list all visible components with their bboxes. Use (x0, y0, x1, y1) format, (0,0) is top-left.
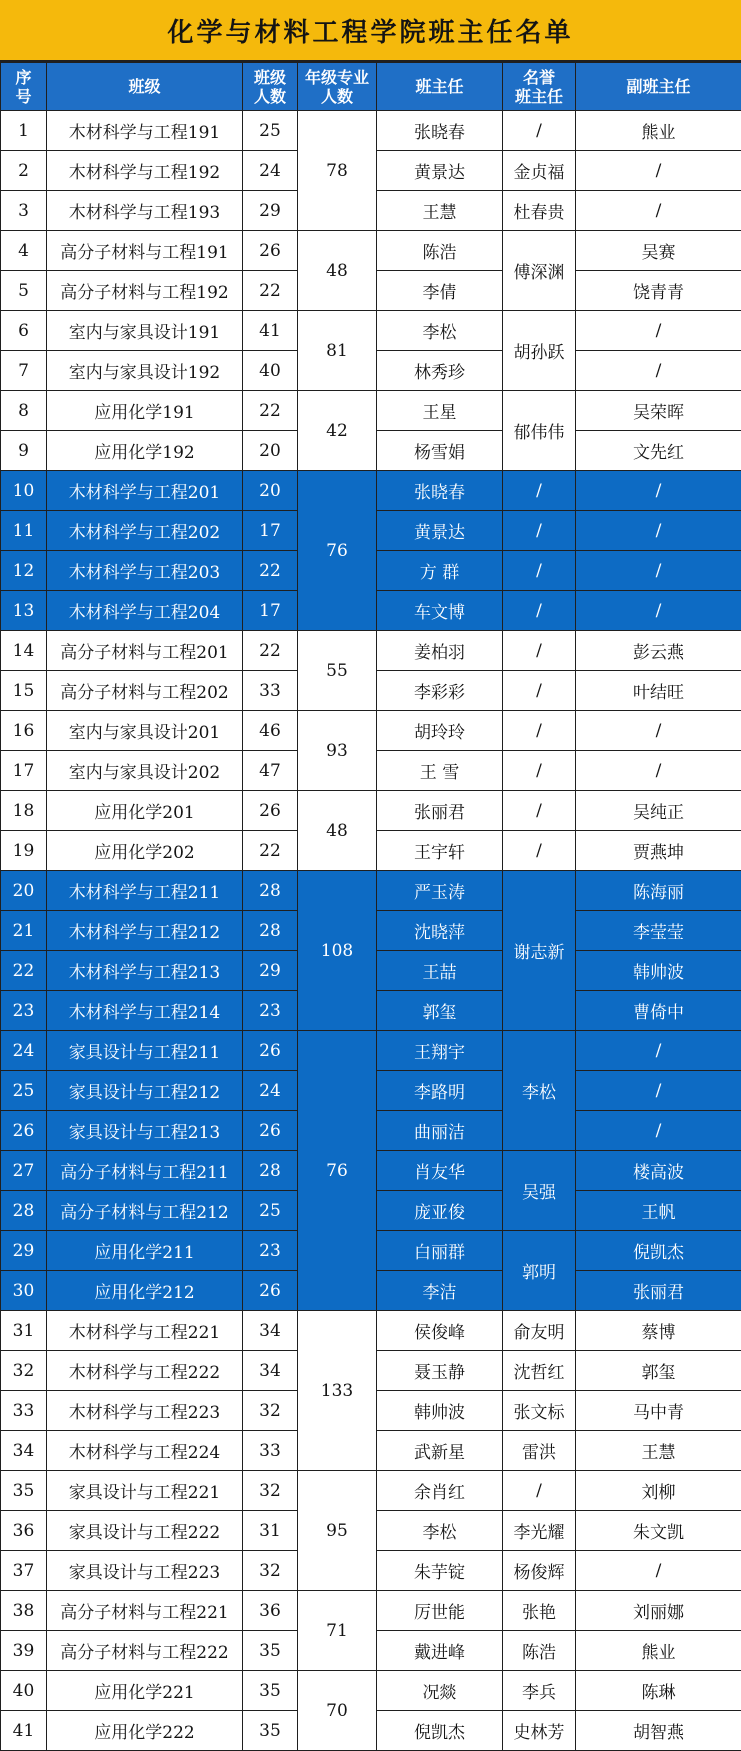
honorary-teacher: 杨俊辉 (503, 1551, 576, 1591)
grade-total: 70 (298, 1671, 377, 1751)
head-teacher: 沈晓萍 (377, 911, 503, 951)
deputy-teacher: 文先红 (576, 431, 741, 471)
class-name: 应用化学191 (47, 391, 243, 431)
grade-total: 76 (298, 1031, 377, 1311)
class-size: 23 (243, 991, 298, 1031)
head-teacher: 郭玺 (377, 991, 503, 1031)
class-size: 31 (243, 1511, 298, 1551)
head-teacher: 张丽君 (377, 791, 503, 831)
table-row (1, 1471, 741, 1511)
class-name: 木材科学与工程213 (47, 951, 243, 991)
grade-total: 76 (298, 471, 377, 631)
class-name: 高分子材料与工程221 (47, 1591, 243, 1631)
class-name: 木材科学与工程221 (47, 1311, 243, 1351)
header-grade-total: 年级专业 人数 (298, 63, 377, 111)
row-number: 31 (1, 1311, 47, 1351)
class-size: 28 (243, 1151, 298, 1191)
honorary-teacher: 杜春贵 (503, 191, 576, 231)
deputy-teacher: 吴赛 (576, 231, 741, 271)
class-name: 高分子材料与工程211 (47, 1151, 243, 1191)
deputy-teacher: 韩帅波 (576, 951, 741, 991)
honorary-teacher: / (503, 751, 576, 791)
head-teacher: 王星 (377, 391, 503, 431)
grade-total: 78 (298, 111, 377, 231)
honorary-teacher: / (503, 631, 576, 671)
honorary-teacher: 陈浩 (503, 1631, 576, 1671)
roster-body (1, 111, 741, 1751)
honorary-teacher: 吴强 (503, 1151, 576, 1231)
deputy-teacher: / (576, 191, 741, 231)
row-number: 38 (1, 1591, 47, 1631)
head-teacher: 张晓春 (377, 471, 503, 511)
honorary-teacher: 俞友明 (503, 1311, 576, 1351)
class-size: 26 (243, 1031, 298, 1071)
deputy-teacher: 彭云燕 (576, 631, 741, 671)
head-teacher: 王慧 (377, 191, 503, 231)
head-teacher: 车文博 (377, 591, 503, 631)
honorary-teacher: 谢志新 (503, 871, 576, 1031)
row-number: 27 (1, 1151, 47, 1191)
head-teacher: 戴进峰 (377, 1631, 503, 1671)
row-number: 13 (1, 591, 47, 631)
deputy-teacher: 吴荣晖 (576, 391, 741, 431)
row-number: 12 (1, 551, 47, 591)
class-size: 29 (243, 191, 298, 231)
deputy-teacher: 陈海丽 (576, 871, 741, 911)
class-name: 应用化学222 (47, 1711, 243, 1751)
class-size: 32 (243, 1391, 298, 1431)
row-number: 21 (1, 911, 47, 951)
head-teacher: 李松 (377, 1511, 503, 1551)
table-row (1, 1031, 741, 1071)
head-teacher: 朱芋锭 (377, 1551, 503, 1591)
deputy-teacher: 王帆 (576, 1191, 741, 1231)
class-name: 高分子材料与工程202 (47, 671, 243, 711)
head-teacher: 李洁 (377, 1271, 503, 1311)
row-number: 40 (1, 1671, 47, 1711)
table-row (1, 391, 741, 431)
row-number: 6 (1, 311, 47, 351)
header-deputy: 副班主任 (576, 63, 741, 111)
class-name: 家具设计与工程212 (47, 1071, 243, 1111)
honorary-teacher: / (503, 711, 576, 751)
head-teacher: 严玉涛 (377, 871, 503, 911)
head-teacher: 李倩 (377, 271, 503, 311)
deputy-teacher: 曹倚中 (576, 991, 741, 1031)
deputy-teacher: 张丽君 (576, 1271, 741, 1311)
class-name: 木材科学与工程222 (47, 1351, 243, 1391)
honorary-teacher: 郁伟伟 (503, 391, 576, 471)
sheet-title: 化学与材料工程学院班主任名单 (0, 0, 741, 62)
class-name: 高分子材料与工程201 (47, 631, 243, 671)
head-teacher: 余肖红 (377, 1471, 503, 1511)
row-number: 28 (1, 1191, 47, 1231)
class-name: 木材科学与工程191 (47, 111, 243, 151)
table-row (1, 871, 741, 911)
head-teacher: 王 雪 (377, 751, 503, 791)
head-teacher: 林秀珍 (377, 351, 503, 391)
class-size: 22 (243, 551, 298, 591)
class-name: 木材科学与工程202 (47, 511, 243, 551)
head-teacher: 李彩彩 (377, 671, 503, 711)
head-teacher: 曲丽洁 (377, 1111, 503, 1151)
row-number: 25 (1, 1071, 47, 1111)
header-class: 班级 (47, 63, 243, 111)
deputy-teacher: 胡智燕 (576, 1711, 741, 1751)
row-number: 34 (1, 1431, 47, 1471)
head-teacher: 王翔宇 (377, 1031, 503, 1071)
header-honorary: 名誉 班主任 (503, 63, 576, 111)
class-name: 应用化学192 (47, 431, 243, 471)
head-teacher: 韩帅波 (377, 1391, 503, 1431)
row-number: 9 (1, 431, 47, 471)
class-size: 25 (243, 1191, 298, 1231)
class-size: 34 (243, 1311, 298, 1351)
grade-total: 55 (298, 631, 377, 711)
header-teacher: 班主任 (377, 63, 503, 111)
deputy-teacher: 郭玺 (576, 1351, 741, 1391)
class-name: 应用化学212 (47, 1271, 243, 1311)
class-name: 木材科学与工程193 (47, 191, 243, 231)
table-row (1, 1311, 741, 1351)
table-row (1, 111, 741, 151)
row-number: 32 (1, 1351, 47, 1391)
honorary-teacher: 李光耀 (503, 1511, 576, 1551)
grade-total: 95 (298, 1471, 377, 1591)
grade-total: 93 (298, 711, 377, 791)
honorary-teacher: 李松 (503, 1031, 576, 1151)
deputy-teacher: 朱文凯 (576, 1511, 741, 1551)
deputy-teacher: / (576, 471, 741, 511)
row-number: 14 (1, 631, 47, 671)
class-size: 28 (243, 911, 298, 951)
honorary-teacher: 史林芳 (503, 1711, 576, 1751)
deputy-teacher: / (576, 1111, 741, 1151)
class-size: 33 (243, 1431, 298, 1471)
row-number: 37 (1, 1551, 47, 1591)
class-size: 26 (243, 791, 298, 831)
head-teacher: 陈浩 (377, 231, 503, 271)
teacher-roster-table (0, 62, 741, 1751)
row-number: 10 (1, 471, 47, 511)
deputy-teacher: / (576, 311, 741, 351)
deputy-teacher: / (576, 511, 741, 551)
class-name: 家具设计与工程211 (47, 1031, 243, 1071)
class-name: 木材科学与工程204 (47, 591, 243, 631)
class-name: 木材科学与工程212 (47, 911, 243, 951)
class-name: 木材科学与工程223 (47, 1391, 243, 1431)
head-teacher: 白丽群 (377, 1231, 503, 1271)
row-number: 41 (1, 1711, 47, 1751)
class-name: 室内与家具设计191 (47, 311, 243, 351)
class-name: 木材科学与工程211 (47, 871, 243, 911)
class-name: 高分子材料与工程191 (47, 231, 243, 271)
head-teacher: 杨雪娟 (377, 431, 503, 471)
class-name: 应用化学211 (47, 1231, 243, 1271)
class-size: 36 (243, 1591, 298, 1631)
deputy-teacher: 倪凯杰 (576, 1231, 741, 1271)
row-number: 23 (1, 991, 47, 1031)
class-name: 高分子材料与工程212 (47, 1191, 243, 1231)
head-teacher: 黄景达 (377, 511, 503, 551)
honorary-teacher: 金贞福 (503, 151, 576, 191)
deputy-teacher: 吴纯正 (576, 791, 741, 831)
honorary-teacher: / (503, 511, 576, 551)
class-size: 47 (243, 751, 298, 791)
deputy-teacher: 熊业 (576, 111, 741, 151)
class-size: 20 (243, 431, 298, 471)
grade-total: 42 (298, 391, 377, 471)
row-number: 39 (1, 1631, 47, 1671)
class-name: 木材科学与工程203 (47, 551, 243, 591)
head-teacher: 胡玲玲 (377, 711, 503, 751)
deputy-teacher: 刘柳 (576, 1471, 741, 1511)
grade-total: 48 (298, 791, 377, 871)
honorary-teacher: 张艳 (503, 1591, 576, 1631)
honorary-teacher: 张文标 (503, 1391, 576, 1431)
head-teacher: 厉世能 (377, 1591, 503, 1631)
class-size: 40 (243, 351, 298, 391)
row-number: 18 (1, 791, 47, 831)
row-number: 4 (1, 231, 47, 271)
class-size: 20 (243, 471, 298, 511)
row-number: 20 (1, 871, 47, 911)
table-row (1, 631, 741, 671)
row-number: 30 (1, 1271, 47, 1311)
honorary-teacher: / (503, 551, 576, 591)
head-teacher: 肖友华 (377, 1151, 503, 1191)
class-size: 35 (243, 1711, 298, 1751)
deputy-teacher: / (576, 551, 741, 591)
deputy-teacher: 刘丽娜 (576, 1591, 741, 1631)
deputy-teacher: 贾燕坤 (576, 831, 741, 871)
class-size: 34 (243, 1351, 298, 1391)
class-size: 33 (243, 671, 298, 711)
class-size: 32 (243, 1471, 298, 1511)
class-name: 高分子材料与工程222 (47, 1631, 243, 1671)
honorary-teacher: 李兵 (503, 1671, 576, 1711)
class-size: 24 (243, 151, 298, 191)
row-number: 1 (1, 111, 47, 151)
class-name: 室内与家具设计202 (47, 751, 243, 791)
row-number: 17 (1, 751, 47, 791)
class-name: 木材科学与工程201 (47, 471, 243, 511)
class-name: 应用化学201 (47, 791, 243, 831)
head-teacher: 况燚 (377, 1671, 503, 1711)
deputy-teacher: 叶结旺 (576, 671, 741, 711)
class-size: 35 (243, 1671, 298, 1711)
class-name: 室内与家具设计201 (47, 711, 243, 751)
class-size: 35 (243, 1631, 298, 1671)
deputy-teacher: / (576, 711, 741, 751)
deputy-teacher: / (576, 1071, 741, 1111)
table-row (1, 1671, 741, 1711)
class-size: 23 (243, 1231, 298, 1271)
class-size: 24 (243, 1071, 298, 1111)
class-size: 22 (243, 631, 298, 671)
grade-total: 133 (298, 1311, 377, 1471)
header-row (1, 63, 741, 111)
head-teacher: 姜柏羽 (377, 631, 503, 671)
row-number: 5 (1, 271, 47, 311)
head-teacher: 黄景达 (377, 151, 503, 191)
deputy-teacher: 蔡博 (576, 1311, 741, 1351)
row-number: 26 (1, 1111, 47, 1151)
row-number: 33 (1, 1391, 47, 1431)
row-number: 2 (1, 151, 47, 191)
head-teacher: 聂玉静 (377, 1351, 503, 1391)
deputy-teacher: 陈琳 (576, 1671, 741, 1711)
head-teacher: 李路明 (377, 1071, 503, 1111)
class-size: 41 (243, 311, 298, 351)
honorary-teacher: / (503, 671, 576, 711)
class-size: 17 (243, 591, 298, 631)
table-row (1, 231, 741, 271)
header-seq: 序 号 (1, 63, 47, 111)
honorary-teacher: / (503, 471, 576, 511)
row-number: 29 (1, 1231, 47, 1271)
class-size: 32 (243, 1551, 298, 1591)
row-number: 22 (1, 951, 47, 991)
honorary-teacher: / (503, 831, 576, 871)
row-number: 15 (1, 671, 47, 711)
honorary-teacher: 雷洪 (503, 1431, 576, 1471)
table-row (1, 1591, 741, 1631)
class-size: 26 (243, 1271, 298, 1311)
table-row (1, 311, 741, 351)
class-size: 28 (243, 871, 298, 911)
class-name: 家具设计与工程223 (47, 1551, 243, 1591)
deputy-teacher: / (576, 1031, 741, 1071)
row-number: 24 (1, 1031, 47, 1071)
class-name: 木材科学与工程192 (47, 151, 243, 191)
deputy-teacher: 李莹莹 (576, 911, 741, 951)
class-size: 25 (243, 111, 298, 151)
deputy-teacher: / (576, 1551, 741, 1591)
head-teacher: 王喆 (377, 951, 503, 991)
deputy-teacher: 熊业 (576, 1631, 741, 1671)
class-size: 22 (243, 271, 298, 311)
class-name: 家具设计与工程222 (47, 1511, 243, 1551)
head-teacher: 张晓春 (377, 111, 503, 151)
class-name: 木材科学与工程224 (47, 1431, 243, 1471)
honorary-teacher: / (503, 791, 576, 831)
head-teacher: 庞亚俊 (377, 1191, 503, 1231)
class-size: 22 (243, 391, 298, 431)
deputy-teacher: 饶青青 (576, 271, 741, 311)
row-number: 16 (1, 711, 47, 751)
row-number: 19 (1, 831, 47, 871)
class-size: 22 (243, 831, 298, 871)
head-teacher: 侯俊峰 (377, 1311, 503, 1351)
table-row (1, 791, 741, 831)
row-number: 8 (1, 391, 47, 431)
head-teacher: 方 群 (377, 551, 503, 591)
grade-total: 71 (298, 1591, 377, 1671)
honorary-teacher: 胡孙跃 (503, 311, 576, 391)
head-teacher: 李松 (377, 311, 503, 351)
head-teacher: 王宇轩 (377, 831, 503, 871)
class-name: 应用化学221 (47, 1671, 243, 1711)
honorary-teacher: 沈哲红 (503, 1351, 576, 1391)
row-number: 36 (1, 1511, 47, 1551)
class-size: 26 (243, 1111, 298, 1151)
row-number: 3 (1, 191, 47, 231)
table-row (1, 471, 741, 511)
class-size: 29 (243, 951, 298, 991)
class-name: 室内与家具设计192 (47, 351, 243, 391)
head-teacher: 倪凯杰 (377, 1711, 503, 1751)
class-name: 家具设计与工程221 (47, 1471, 243, 1511)
grade-total: 81 (298, 311, 377, 391)
row-number: 11 (1, 511, 47, 551)
class-size: 46 (243, 711, 298, 751)
deputy-teacher: 王慧 (576, 1431, 741, 1471)
deputy-teacher: 马中青 (576, 1391, 741, 1431)
head-teacher: 武新星 (377, 1431, 503, 1471)
class-name: 木材科学与工程214 (47, 991, 243, 1031)
class-size: 17 (243, 511, 298, 551)
class-name: 家具设计与工程213 (47, 1111, 243, 1151)
deputy-teacher: / (576, 751, 741, 791)
class-name: 应用化学202 (47, 831, 243, 871)
header-class-size: 班级 人数 (243, 63, 298, 111)
honorary-teacher: / (503, 1471, 576, 1511)
row-number: 35 (1, 1471, 47, 1511)
deputy-teacher: / (576, 151, 741, 191)
grade-total: 108 (298, 871, 377, 1031)
grade-total: 48 (298, 231, 377, 311)
deputy-teacher: 楼高波 (576, 1151, 741, 1191)
class-size: 26 (243, 231, 298, 271)
honorary-teacher: / (503, 591, 576, 631)
deputy-teacher: / (576, 351, 741, 391)
honorary-teacher: / (503, 111, 576, 151)
class-name: 高分子材料与工程192 (47, 271, 243, 311)
honorary-teacher: 傅深渊 (503, 231, 576, 311)
row-number: 7 (1, 351, 47, 391)
honorary-teacher: 郭明 (503, 1231, 576, 1311)
deputy-teacher: / (576, 591, 741, 631)
table-row (1, 711, 741, 751)
